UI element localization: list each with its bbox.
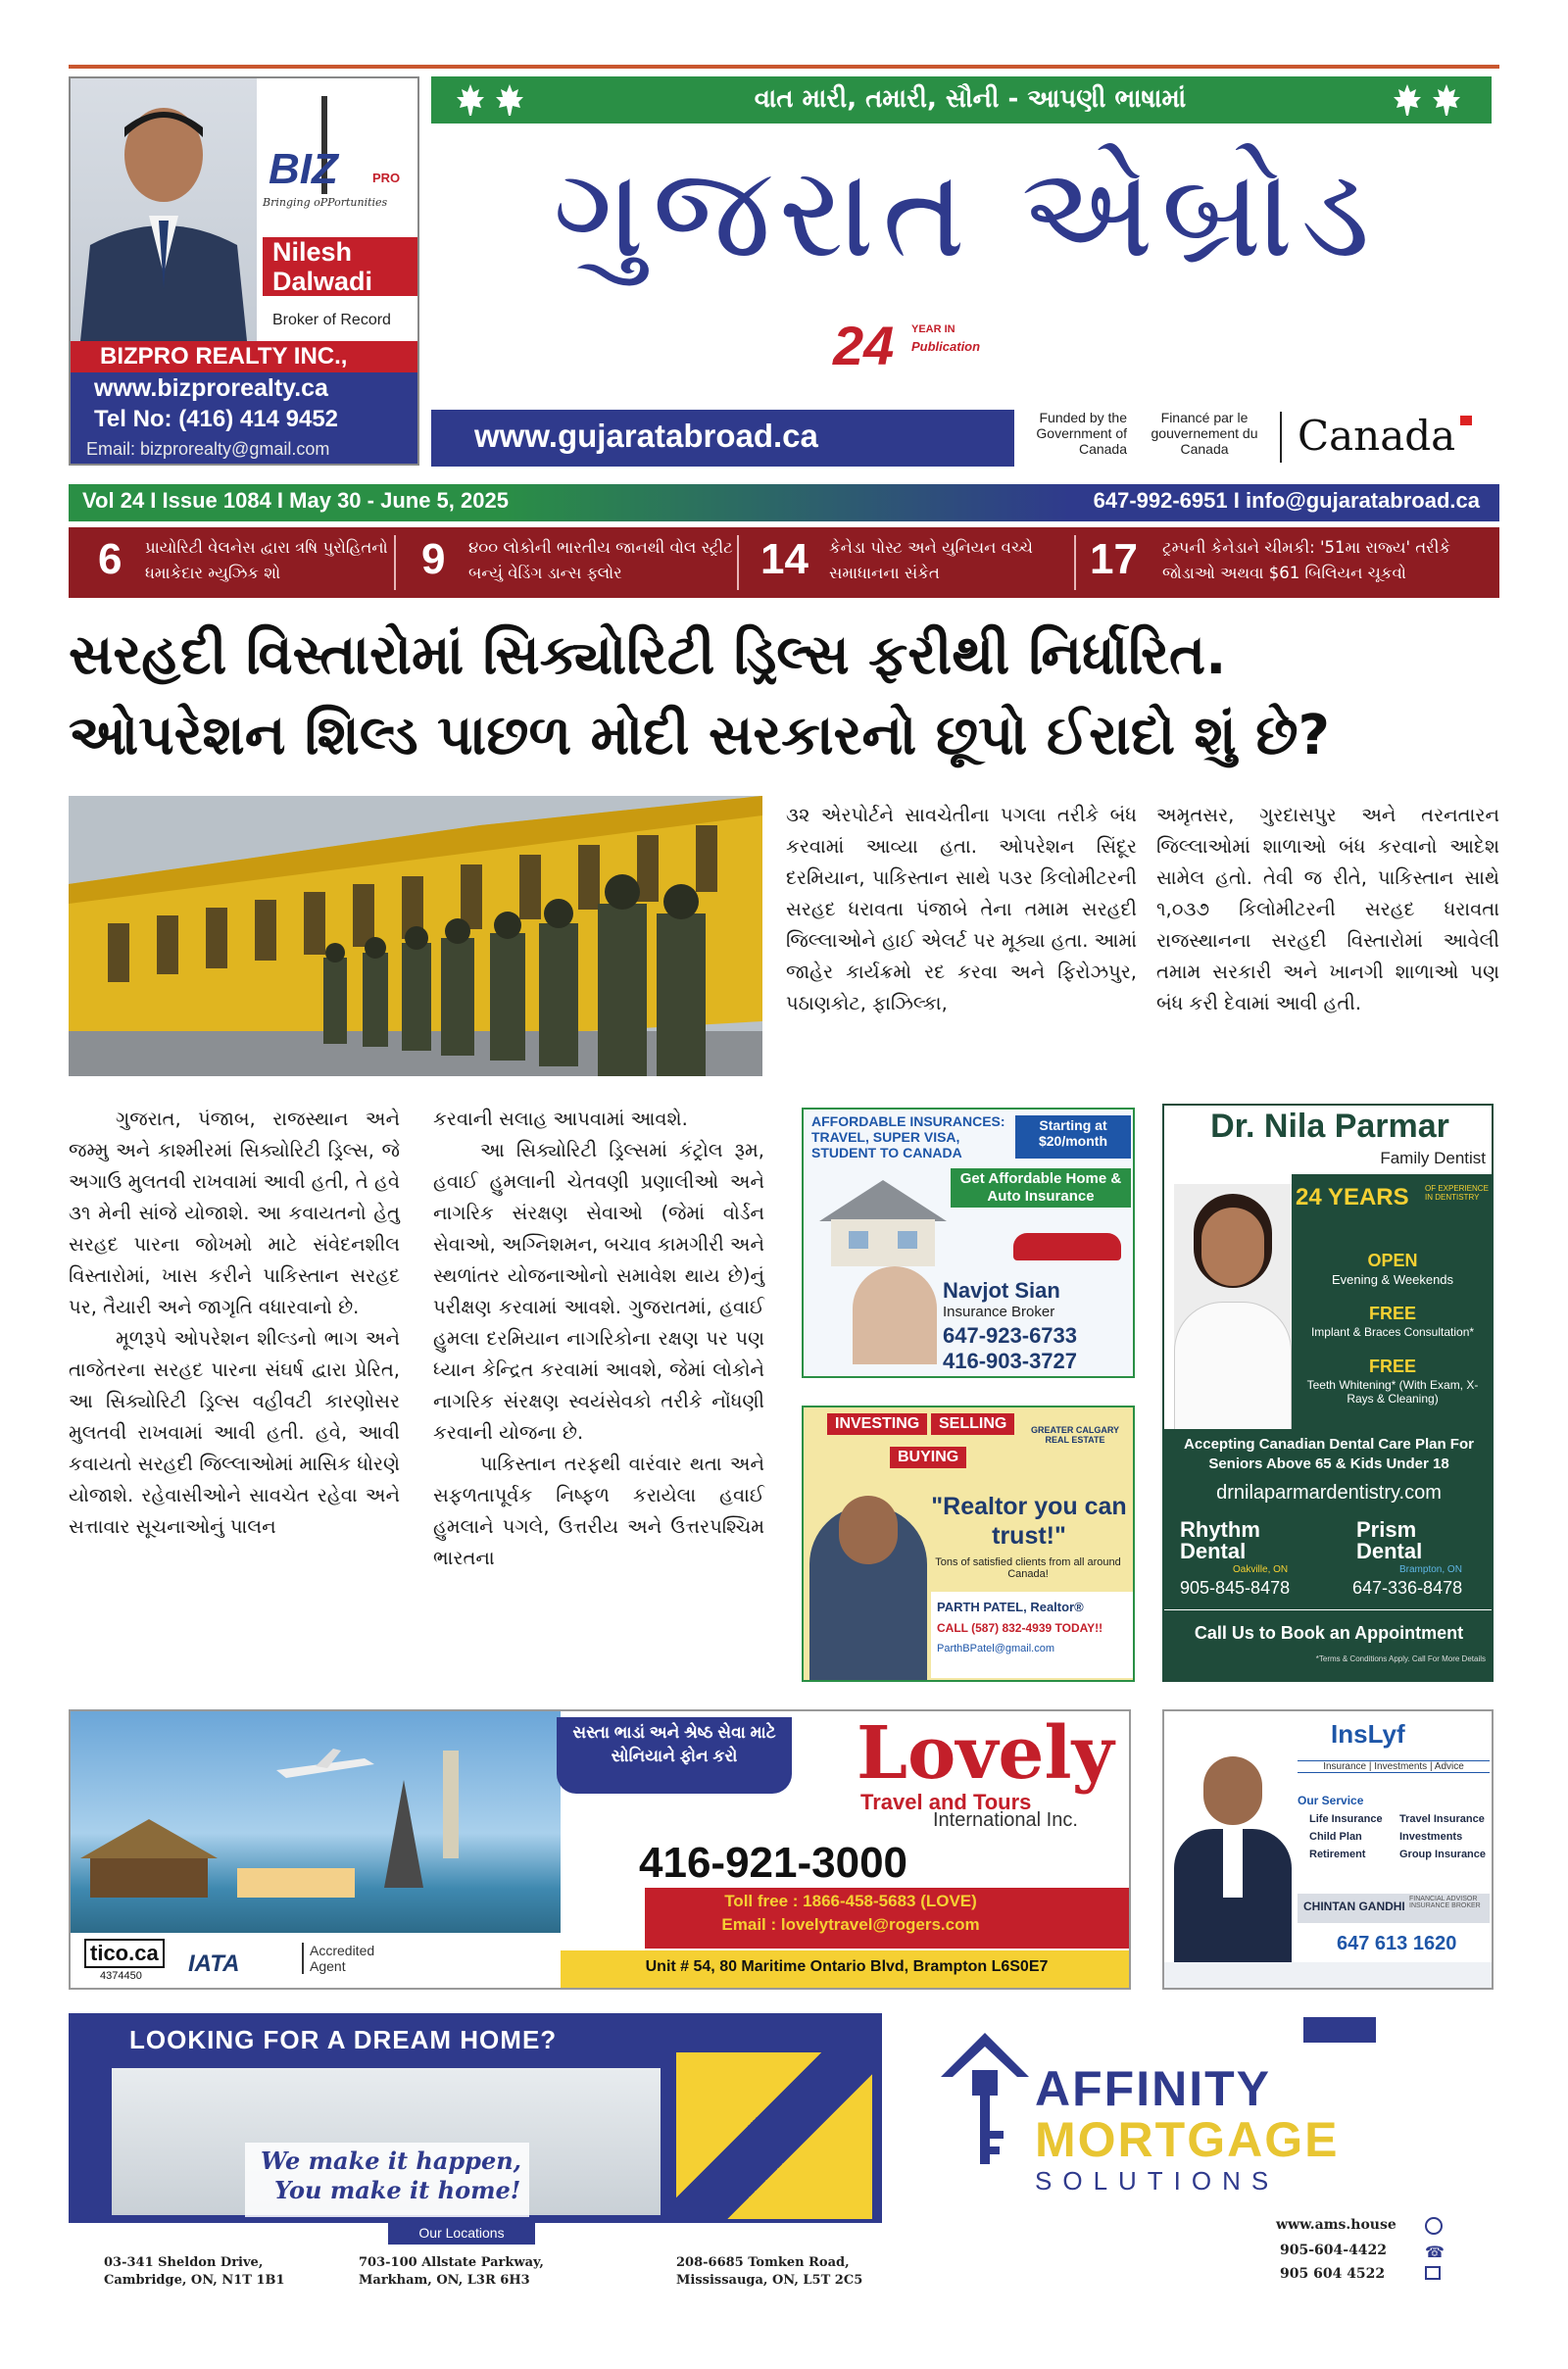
anniversary-badge: [833, 314, 1029, 402]
company-website[interactable]: www.bizprorealty.ca: [94, 374, 328, 402]
advisor-phone[interactable]: 647 613 1620: [1337, 1933, 1457, 1954]
realtor-ad[interactable]: [802, 1406, 1135, 1682]
top-rule: [69, 65, 1499, 69]
dentist-plan: Accepting Canadian Dental Care Plan For Seniors Above 65 & Kids Under 18: [1184, 1436, 1474, 1472]
service-item: Life Insurance: [1309, 1813, 1383, 1825]
realtor-quote: "Realtor you can trust!": [931, 1493, 1127, 1550]
issue-info: Vol 24 I Issue 1084 I May 30 - June 5, 2025: [82, 488, 509, 513]
company-phone[interactable]: Tel No: (416) 414 9452: [94, 406, 339, 432]
headline-line-1: સરહદી વિસ્તારોમાં સિક્યોરિટી ડ્રિલ્સ ફરીથી નિર્ધારિત.: [69, 623, 1227, 687]
tico-number: 4374450: [100, 1970, 142, 1982]
affinity-brand[interactable]: [921, 2013, 1499, 2239]
location-address: 03-341 Sheldon Drive, Cambridge, ON, N1T 1B1: [104, 2255, 285, 2288]
logo-pro: PRO: [372, 171, 401, 185]
teaser-item[interactable]: [739, 527, 1072, 598]
funded-english: Funded by the Government of Canada: [1036, 410, 1127, 457]
canada-flag-icon: [1460, 416, 1472, 425]
mortgage-fax[interactable]: 905 604 4522: [1280, 2266, 1386, 2282]
location-address: 703-100 Allstate Parkway, Markham, ON, L3R 6H3: [359, 2255, 544, 2288]
agent-last-name: Dalwadi: [272, 267, 373, 296]
car-icon: [1013, 1233, 1121, 1260]
globe-icon: [1425, 2217, 1443, 2235]
dentist-years: 24 YEARS: [1296, 1184, 1409, 1210]
mortgage-phone[interactable]: 905-604-4422: [1280, 2243, 1388, 2258]
teaser-item[interactable]: [69, 527, 392, 598]
travel-gujarati-text: સસ્તા ભાડાં અને શ્રેષ્ઠ સેવા માટે સોનિયાને ફોન કરો: [572, 1723, 776, 1765]
bizpro-logo: [263, 137, 419, 225]
clinic-name: Prism Dental: [1356, 1517, 1423, 1563]
travel-address: Unit # 54, 80 Maritime Ontario Blvd, Brampton L6S0E7: [645, 1958, 1049, 1975]
mortgage-yellow-blocks: [676, 2052, 872, 2219]
article-paragraph: પાકિસ્તાન તરફથી વારંવાર થતા અને સફળતાપૂર્વક નિષ્ફળ કરાયેલા હવાઈ હુમલાને પગલે, ઉત્તરીય અને ઉત્તરપશ્ચિમ ભારતના: [433, 1453, 764, 1569]
accredited-agent: Accredited Agent: [302, 1943, 380, 1974]
maple-leaf-icon: [1390, 82, 1468, 118]
article-paragraph: કરવાની સલાહ આપવામાં આવશે.: [433, 1108, 688, 1130]
company-email[interactable]: Email: bizprorealty@gmail.com: [86, 439, 330, 459]
location-address: 208-6685 Tomken Road, Mississauga, ON, L5T 2C5: [676, 2255, 863, 2288]
realtor-phone[interactable]: CALL (587) 832-4939 TODAY!!: [937, 1621, 1103, 1635]
dentist-name: Dr. Nila Parmar: [1210, 1108, 1449, 1145]
article-paragraph: આ સિક્યોરિટી ડ્રિલ્સમાં કંટ્રોલ રૂમ, હવાઈ હુમલાની ચેતવણી પ્રણાલીઓ અને નાગરિક સંરક્ષણ સેવાઓ (જેમાં વોર્ડન સેવાઓ, અગ્નિશમન, બચાવ કામગીરી અને સ્થળાંતર યોજનાઓનો સમાવેશ થાય છે)નું પરીક્ષણ કરવામાં આવશે. ગુજરાતમાં, હવાઈ હુમલા દરમિયાન નાગરિકોના રક્ષણ પર પણ ધ્યાન કેન્દ્રિત કરવામાં આવશે, જેમાં લોકોને નાગરિક સંરક્ષણ સ્વયંસેવકો તરીકે નોંધણી કરવાની યોજના છે.: [433, 1139, 764, 1444]
article-paragraph: મૂળરૂપે ઓપરેશન શીલ્ડનો ભાગ અને તાજેતરના સરહદ પારના સંઘર્ષ દ્વારા પ્રેરિત, આ સિક્યોરિટી ડ્રિલ્સ વહીવટી કારણોસર મુલતવી રાખવામાં આવી હતી. હવે, આવી કવાયતો સરહદી જિલ્લાઓમાં માસિક ધોરણે યોજાશે. રહેવાસીઓને સાવચેત રહેવા અને સત્તાવાર સૂચનાઓનું પાલન: [69, 1327, 400, 1538]
maple-leaf-icon: [453, 82, 531, 118]
masthead-title: ગુજરાત એબ્રોડ: [553, 140, 1378, 286]
affinity-word: AFFINITY: [1035, 2061, 1271, 2116]
broker-phone[interactable]: 647-923-6733: [943, 1323, 1078, 1348]
article-paragraph: ૩૨ એરપોર્ટને સાવચેતીના પગલા તરીકે બંધ કરવામાં આવ્યા હતા. ઓપરેશન સિંદૂર દરમિયાન, પાકિસ્તાન સાથે પ૩ર કિલોમીટરની સરહદ ધરાવતા પંજાબે તેના તમામ સરહદી જિલ્લાઓને હાઈ એલર્ટ પર મૂક્યા હતા. આમાં જાહેર કાર્યક્રમો રદ કરવા અને ફિરોઝપુર, પઠાણકોટ, ફાઝિલ્કા,: [786, 804, 1137, 1014]
agent-photo: [71, 78, 257, 341]
dentist-free-sub: Teeth Whitening* (With Exam, X-Rays & Cleaning): [1306, 1378, 1479, 1406]
logo-biz: BIZ: [269, 145, 338, 193]
masthead-website[interactable]: www.gujaratabroad.ca: [474, 418, 818, 454]
iata-logo: IATA: [188, 1950, 240, 1977]
teaser-item[interactable]: [396, 527, 735, 598]
clinic-phone[interactable]: 647-336-8478: [1352, 1578, 1463, 1598]
mortgage-banner[interactable]: [69, 2013, 882, 2223]
fax-icon: [1425, 2266, 1441, 2280]
insurance-price: Starting at $20/month: [1015, 1115, 1131, 1159]
teaser-text: કેનેડા પોસ્ટ અને યુનિયન વચ્ચે સમાધાનના સંકેત: [829, 538, 1033, 582]
teaser-text: પ્રાયોરિટી વેલનેસ દ્વારા ત્રષિ પુરોહિતનો ધમાકેદાર મ્યુઝિક શો: [145, 538, 388, 582]
tico-logo: tico.ca: [84, 1939, 165, 1968]
tagline: વાત મારી, તમારી, સૌની - આપણી ભાષામાં: [754, 84, 1187, 114]
travel-collage: [71, 1711, 561, 1933]
article-column-2: [433, 1104, 764, 1574]
dentist-photo: [1174, 1184, 1292, 1468]
service-item: Child Plan: [1309, 1831, 1362, 1843]
article-paragraph: ગુજરાત, પંજાબ, રાજસ્થાન અને જમ્મુ અને કાશ્મીરમાં સિક્યોરિટી ડ્રિલ્સ, જે અગાઉ મુલતવી રાખવામાં આવી હતી, તે હવે ૩૧ મેની સાંજે યોજાશે. આ કવાયતનો હેતુ સરહદ પારના જોખમો માટે સંવેદનશીલ વિસ્તારોમાં, ખાસ કરીને પાકિસ્તાન સરહદ પર, તૈયારી અને જાગૃતિ વધારવાનો છે.: [69, 1108, 400, 1318]
travel-phone[interactable]: 416-921-3000: [639, 1839, 908, 1887]
teaser-page-number: 9: [421, 535, 446, 583]
service-item: Investments: [1399, 1831, 1463, 1843]
insurance-headline: AFFORDABLE INSURANCES: TRAVEL, SUPER VISA, STUDENT TO CANADA: [811, 1113, 1005, 1160]
broker-phone[interactable]: 416-903-3727: [943, 1349, 1078, 1373]
advisor-name: CHINTAN GANDHI: [1303, 1900, 1405, 1913]
insurance-promo: Get Affordable Home & Auto Insurance: [951, 1168, 1131, 1208]
teaser-text: ટ્રમ્પની કેનેડાને ચીમકી: '51મા રાજ્ય' તરીકે જોડાઓ અથવા $61 બિલિયન ચૂકવો: [1162, 538, 1451, 582]
logo-tagline: Bringing oPPortunities: [263, 196, 388, 209]
dentist-role: Family Dentist: [1380, 1149, 1486, 1167]
mortgage-banner-text: LOOKING FOR A DREAM HOME?: [129, 2025, 558, 2054]
anniversary-subtext: Publication: [911, 339, 981, 354]
house-icon: [809, 1172, 956, 1270]
insurance-ad[interactable]: [802, 1108, 1135, 1378]
advisor-role: FINANCIAL ADVISOR INSURANCE BROKER: [1409, 1896, 1481, 1909]
dentist-cta[interactable]: Call Us to Book an Appointment: [1194, 1623, 1464, 1643]
clinic-phone[interactable]: 905-845-8478: [1180, 1578, 1291, 1598]
dentist-open: OPEN: [1367, 1251, 1418, 1270]
inslyf-ad[interactable]: [1162, 1709, 1494, 1990]
anniversary-text: YEAR IN: [911, 323, 956, 335]
article-paragraph: અમૃતસર, ગુરદાસપુર અને તરનતારન જિલ્લાઓમાં શાળાઓ બંધ કરવાનો આદેશ સામેલ હતો. તેવી જ રીતે, પાકિસ્તાન સાથે ૧,૦૩૭ કિલોમીટરની સરહદ ધરાવતા રાજસ્થાનના સરહદી વિસ્તારોમાં આવેલી તમામ સરકારી અને ખાનગી શાળાઓ પણ બંધ કરી દેવામાં આવી હતી.: [1156, 804, 1499, 1014]
broker-name: Navjot Sian: [943, 1278, 1060, 1303]
article-photo: [69, 796, 762, 1076]
issue-contact[interactable]: 647-992-6951 I info@gujaratabroad.ca: [1093, 488, 1480, 513]
broker-photo: [853, 1266, 937, 1364]
tag-buying: BUYING: [890, 1447, 966, 1468]
travel-tollfree[interactable]: Toll free : 1866-458-5683 (LOVE): [724, 1892, 977, 1910]
article-column-right-1: [786, 800, 1137, 1019]
phone-icon: ☎: [1425, 2243, 1445, 2261]
solutions-word: SOLUTIONS: [1035, 2166, 1280, 2196]
dentist-years-sub: OF EXPERIENCE IN DENTISTRY: [1425, 1184, 1489, 1202]
services-label: Our Service: [1298, 1794, 1364, 1807]
locations-label: Our Locations: [418, 2225, 505, 2241]
article-column-right-2: [1156, 800, 1499, 1019]
inslyf-logo: InsLyf: [1331, 1719, 1405, 1749]
tag-selling: SELLING: [931, 1413, 1014, 1435]
mortgage-slogan-1: We make it happen,: [261, 2147, 522, 2175]
canada-wordmark: Canada: [1298, 412, 1456, 460]
agent-first-name: Nilesh: [272, 237, 353, 267]
dentist-open-sub: Evening & Weekends: [1331, 1272, 1454, 1287]
teaser-item[interactable]: [1076, 527, 1499, 598]
dentist-free: FREE: [1368, 1304, 1416, 1323]
travel-brand-sub2: International Inc.: [933, 1809, 1078, 1831]
service-item: Travel Insurance: [1399, 1813, 1485, 1825]
travel-ad[interactable]: [69, 1709, 1131, 1990]
mortgage-slogan-2: You make it home!: [274, 2176, 521, 2204]
teaser-page-number: 14: [760, 535, 808, 583]
travel-brand-sub: Travel and Tours: [860, 1790, 1032, 1814]
agent-role: Broker of Record: [272, 312, 391, 328]
realtor-name: PARTH PATEL, Realtor®: [937, 1600, 1084, 1614]
realtor-subtext: Tons of satisfied clients from all around Canada!: [935, 1556, 1121, 1580]
clinic-name: Rhythm Dental: [1180, 1517, 1260, 1563]
dentist-free: FREE: [1368, 1357, 1416, 1376]
dentist-cta-box: [1164, 1609, 1494, 1682]
teaser-page-number: 17: [1090, 535, 1138, 583]
inslyf-tagline: Insurance | Investments | Advice: [1298, 1760, 1490, 1773]
travel-email[interactable]: Email : lovelytravel@rogers.com: [721, 1915, 980, 1934]
company-name: BIZPRO REALTY INC.,: [100, 343, 348, 370]
mortgage-website[interactable]: www.ams.house: [1276, 2217, 1396, 2233]
affinity-badge: [1303, 2017, 1376, 2043]
dentist-website[interactable]: drnilaparmardentistry.com: [1216, 1482, 1442, 1504]
teaser-text: ૪૦૦ લોકોની ભારતીય જાનથી વોલ સ્ટ્રીટ બન્યું વેડિંગ ડાન્સ ફ્લોર: [468, 538, 733, 582]
dentist-ad[interactable]: [1162, 1104, 1494, 1682]
clinic-city: Brampton, ON: [1399, 1564, 1462, 1575]
service-item: Retirement: [1309, 1849, 1366, 1860]
funded-french: Financé par le gouvernement du Canada: [1151, 410, 1258, 457]
mortgage-word: MORTGAGE: [1035, 2112, 1340, 2167]
dentist-free-sub: Implant & Braces Consultation*: [1310, 1325, 1475, 1339]
inslyf-footer: [1164, 1962, 1494, 1990]
article-column-1: [69, 1104, 400, 1543]
bizpro-ad[interactable]: [69, 76, 419, 466]
teaser-page-number: 6: [98, 535, 122, 583]
advisor-photo: [1174, 1751, 1292, 1976]
headline-line-2: ઓપરેશન શિલ્ડ પાછળ મોદી સરકારનો છૂપો ઈરાદો શું છે?: [69, 704, 1331, 767]
realtor-email[interactable]: ParthBPatel@gmail.com: [937, 1643, 1054, 1654]
divider: [1280, 412, 1282, 463]
dentist-fine-print: *Terms & Conditions Apply. Call For More Details: [1315, 1654, 1486, 1663]
realtor-logo: GREATER CALGARY REAL ESTATE: [1031, 1425, 1119, 1445]
travel-brand: Lovely: [857, 1711, 1114, 1796]
broker-role: Insurance Broker: [943, 1304, 1055, 1320]
clinic-city: Oakville, ON: [1233, 1564, 1289, 1575]
house-key-icon: [931, 2023, 1039, 2170]
anniversary-number: 24: [833, 315, 895, 376]
service-item: Group Insurance: [1399, 1849, 1487, 1860]
tag-investing: INVESTING: [827, 1413, 927, 1435]
realtor-face: [839, 1496, 898, 1564]
